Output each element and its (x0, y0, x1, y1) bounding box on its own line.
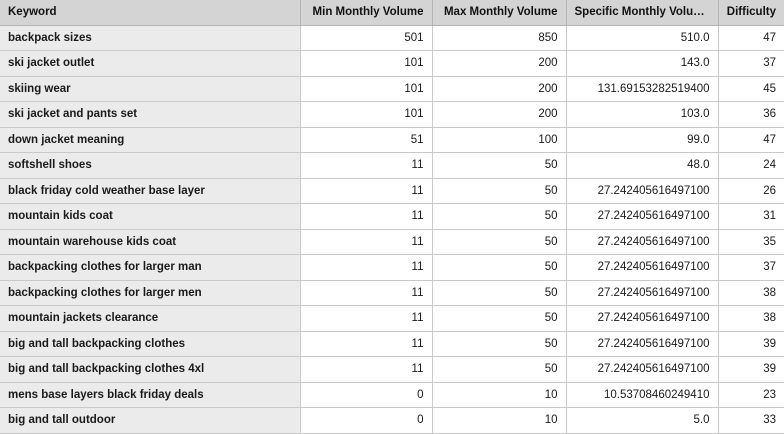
table-row[interactable] (0, 382, 784, 408)
cell-min-monthly-volume: 11 (300, 306, 432, 332)
cell-specific-monthly-volume: 131.69153282519400 (566, 76, 718, 102)
cell-max-monthly-volume: 50 (432, 153, 566, 179)
cell-max-monthly-volume: 50 (432, 178, 566, 204)
cell-max-monthly-volume: 200 (432, 102, 566, 128)
cell-keyword: backpack sizes (0, 25, 300, 51)
table-row[interactable] (0, 178, 784, 204)
cell-min-monthly-volume: 0 (300, 408, 432, 434)
cell-specific-monthly-volume: 27.242405616497100 (566, 229, 718, 255)
cell-keyword: mountain jackets clearance (0, 306, 300, 332)
cell-keyword: ski jacket and pants set (0, 102, 300, 128)
cell-min-monthly-volume: 11 (300, 280, 432, 306)
table-row[interactable] (0, 127, 784, 153)
cell-specific-monthly-volume: 103.0 (566, 102, 718, 128)
column-header-specific-monthly-volume[interactable]: Specific Monthly Volume (566, 0, 718, 25)
cell-max-monthly-volume: 100 (432, 127, 566, 153)
table-row[interactable] (0, 229, 784, 255)
cell-difficulty: 45 (718, 76, 784, 102)
cell-specific-monthly-volume: 27.242405616497100 (566, 306, 718, 332)
cell-difficulty: 31 (718, 204, 784, 230)
cell-specific-monthly-volume: 48.0 (566, 153, 718, 179)
cell-keyword: ski jacket outlet (0, 51, 300, 77)
cell-difficulty: 39 (718, 357, 784, 383)
cell-specific-monthly-volume: 5.0 (566, 408, 718, 434)
cell-max-monthly-volume: 50 (432, 280, 566, 306)
cell-difficulty: 47 (718, 25, 784, 51)
cell-keyword: softshell shoes (0, 153, 300, 179)
cell-specific-monthly-volume: 27.242405616497100 (566, 357, 718, 383)
cell-min-monthly-volume: 101 (300, 76, 432, 102)
cell-keyword: mountain kids coat (0, 204, 300, 230)
table-row[interactable] (0, 25, 784, 51)
cell-min-monthly-volume: 11 (300, 229, 432, 255)
cell-max-monthly-volume: 10 (432, 408, 566, 434)
cell-max-monthly-volume: 10 (432, 382, 566, 408)
cell-difficulty: 35 (718, 229, 784, 255)
cell-keyword: skiing wear (0, 76, 300, 102)
table-row[interactable] (0, 153, 784, 179)
cell-specific-monthly-volume: 510.0 (566, 25, 718, 51)
cell-difficulty: 39 (718, 331, 784, 357)
cell-difficulty: 36 (718, 102, 784, 128)
column-header-difficulty[interactable]: Difficulty (718, 0, 784, 25)
cell-difficulty: 26 (718, 178, 784, 204)
table-row[interactable] (0, 306, 784, 332)
cell-max-monthly-volume: 50 (432, 255, 566, 281)
cell-keyword: backpacking clothes for larger men (0, 280, 300, 306)
table-row[interactable] (0, 204, 784, 230)
table-header (0, 0, 784, 25)
cell-difficulty: 37 (718, 255, 784, 281)
cell-difficulty: 47 (718, 127, 784, 153)
cell-max-monthly-volume: 50 (432, 357, 566, 383)
cell-difficulty: 37 (718, 51, 784, 77)
table-row[interactable] (0, 408, 784, 434)
table-body (0, 25, 784, 433)
cell-specific-monthly-volume: 143.0 (566, 51, 718, 77)
cell-min-monthly-volume: 11 (300, 153, 432, 179)
cell-specific-monthly-volume: 99.0 (566, 127, 718, 153)
cell-min-monthly-volume: 11 (300, 204, 432, 230)
cell-keyword: black friday cold weather base layer (0, 178, 300, 204)
cell-min-monthly-volume: 501 (300, 25, 432, 51)
table-row[interactable] (0, 331, 784, 357)
cell-max-monthly-volume: 200 (432, 51, 566, 77)
cell-min-monthly-volume: 11 (300, 331, 432, 357)
cell-difficulty: 23 (718, 382, 784, 408)
cell-min-monthly-volume: 11 (300, 357, 432, 383)
cell-min-monthly-volume: 51 (300, 127, 432, 153)
table-row[interactable] (0, 102, 784, 128)
cell-specific-monthly-volume: 27.242405616497100 (566, 178, 718, 204)
cell-keyword: down jacket meaning (0, 127, 300, 153)
cell-max-monthly-volume: 50 (432, 204, 566, 230)
cell-specific-monthly-volume: 27.242405616497100 (566, 204, 718, 230)
column-header-max-monthly-volume[interactable]: Max Monthly Volume (432, 0, 566, 25)
cell-specific-monthly-volume: 27.242405616497100 (566, 280, 718, 306)
table-row[interactable] (0, 255, 784, 281)
cell-min-monthly-volume: 11 (300, 255, 432, 281)
table-row[interactable] (0, 76, 784, 102)
cell-specific-monthly-volume: 10.53708460249410 (566, 382, 718, 408)
cell-difficulty: 33 (718, 408, 784, 434)
cell-min-monthly-volume: 0 (300, 382, 432, 408)
cell-min-monthly-volume: 11 (300, 178, 432, 204)
cell-min-monthly-volume: 101 (300, 102, 432, 128)
cell-keyword: mens base layers black friday deals (0, 382, 300, 408)
cell-keyword: mountain warehouse kids coat (0, 229, 300, 255)
cell-difficulty: 38 (718, 280, 784, 306)
cell-keyword: big and tall backpacking clothes 4xl (0, 357, 300, 383)
cell-max-monthly-volume: 200 (432, 76, 566, 102)
column-header-min-monthly-volume[interactable]: Min Monthly Volume (300, 0, 432, 25)
table-row[interactable] (0, 280, 784, 306)
table-header-row (0, 0, 784, 25)
cell-specific-monthly-volume: 27.242405616497100 (566, 331, 718, 357)
column-header-keyword[interactable]: Keyword (0, 0, 300, 25)
cell-max-monthly-volume: 50 (432, 306, 566, 332)
cell-specific-monthly-volume: 27.242405616497100 (566, 255, 718, 281)
cell-difficulty: 38 (718, 306, 784, 332)
cell-min-monthly-volume: 101 (300, 51, 432, 77)
cell-keyword: big and tall outdoor (0, 408, 300, 434)
cell-max-monthly-volume: 850 (432, 25, 566, 51)
cell-keyword: big and tall backpacking clothes (0, 331, 300, 357)
cell-difficulty: 24 (718, 153, 784, 179)
cell-keyword: backpacking clothes for larger man (0, 255, 300, 281)
cell-max-monthly-volume: 50 (432, 331, 566, 357)
table-row[interactable] (0, 357, 784, 383)
table-row[interactable] (0, 51, 784, 77)
cell-max-monthly-volume: 50 (432, 229, 566, 255)
